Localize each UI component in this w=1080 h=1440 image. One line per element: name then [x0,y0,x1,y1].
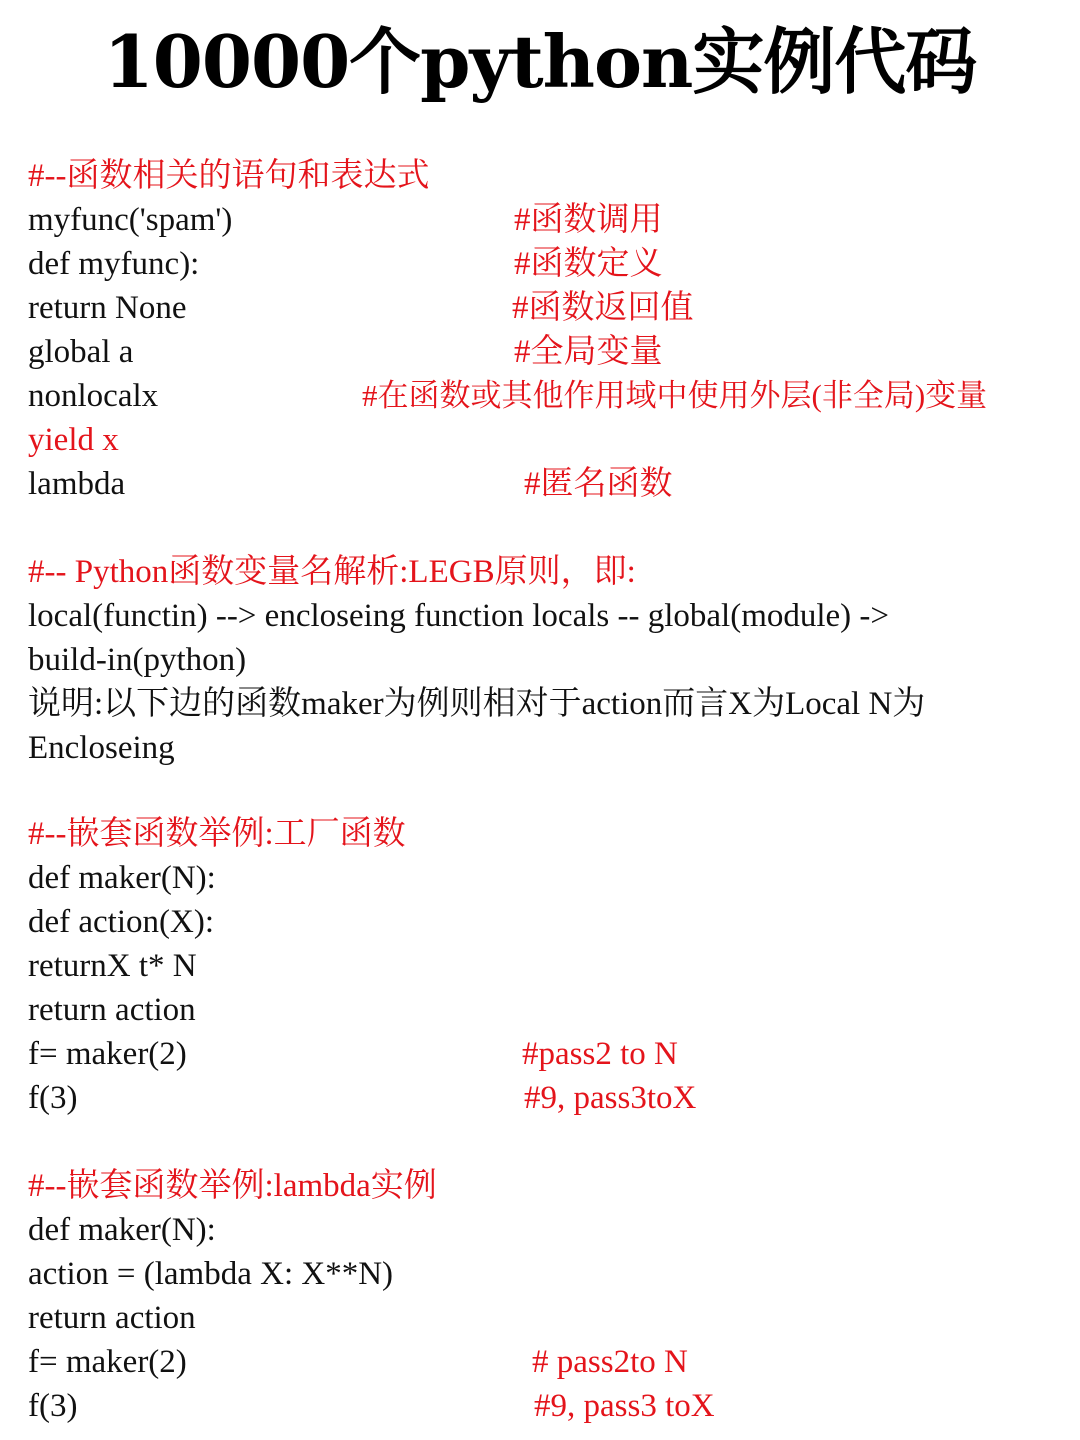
code-text: f= maker(2) [28,1344,187,1380]
code-text: lambda [28,466,126,502]
code-comment: #在函数或其他作用域中使用外层(非全局)变量 [362,378,988,413]
section-heading-legb: #-- Python函数变量名解析:LEGB原则，即: [28,554,636,590]
section-heading-function-statements: #--函数相关的语句和表达式 [28,158,430,194]
code-comment: #9, pass3 toX [534,1388,715,1424]
code-text: nonlocalx [28,378,159,414]
code-text: myfunc('spam') [28,202,233,238]
code-text: def maker(N): [28,1212,216,1248]
code-line [28,374,988,418]
section-heading-lambda-example: #--嵌套函数举例:lambda实例 [28,1168,437,1204]
code-text: global a [28,334,134,370]
code-line [28,1032,678,1076]
code-text: return None [28,290,187,326]
code-text: f= maker(2) [28,1036,187,1072]
code-comment: #全局变量 [514,334,663,370]
code-line [28,198,663,242]
code-text: def maker(N): [28,860,216,896]
text-line: Encloseing [28,730,175,766]
code-text: return action [28,992,196,1028]
code-text: f(3) [28,1080,78,1116]
text-line: build-in(python) [28,642,247,678]
code-comment: #函数调用 [514,202,663,238]
code-comment: #函数定义 [514,246,663,282]
code-line [28,1076,697,1120]
code-text: def myfunc): [28,246,200,282]
code-line [28,1384,715,1428]
code-line [28,286,694,330]
code-line [28,1208,216,1252]
code-line [28,330,663,374]
code-comment: #函数返回值 [512,290,694,326]
code-line [28,1340,688,1384]
section-heading-factory-function: #--嵌套函数举例:工厂函数 [28,816,406,852]
code-comment: #pass2 to N [522,1036,678,1072]
code-line [28,242,663,286]
code-line [28,1296,196,1340]
code-comment: # pass2to N [532,1344,688,1380]
code-text: f(3) [28,1388,78,1424]
page-title: 10000个python实例代码 [103,19,977,104]
code-line [28,1252,393,1296]
text-line: local(functin) --> encloseing function locals -- global(module) -> [28,598,890,634]
code-line [28,900,214,944]
code-line [28,856,216,900]
code-line [28,462,673,506]
code-line [28,418,119,462]
code-line [28,944,197,988]
text-line: 说明:以下边的函数maker为例则相对于action而言X为Local N为 [28,686,926,722]
code-line [28,988,196,1032]
code-text: yield x [28,422,119,458]
code-comment: #9, pass3toX [524,1080,697,1116]
code-text: def action(X): [28,904,214,940]
code-text: action = (lambda X: X**N) [28,1256,394,1292]
code-comment: #匿名函数 [524,466,673,502]
code-text: returnX t* N [28,948,197,984]
code-text: return action [28,1300,196,1336]
